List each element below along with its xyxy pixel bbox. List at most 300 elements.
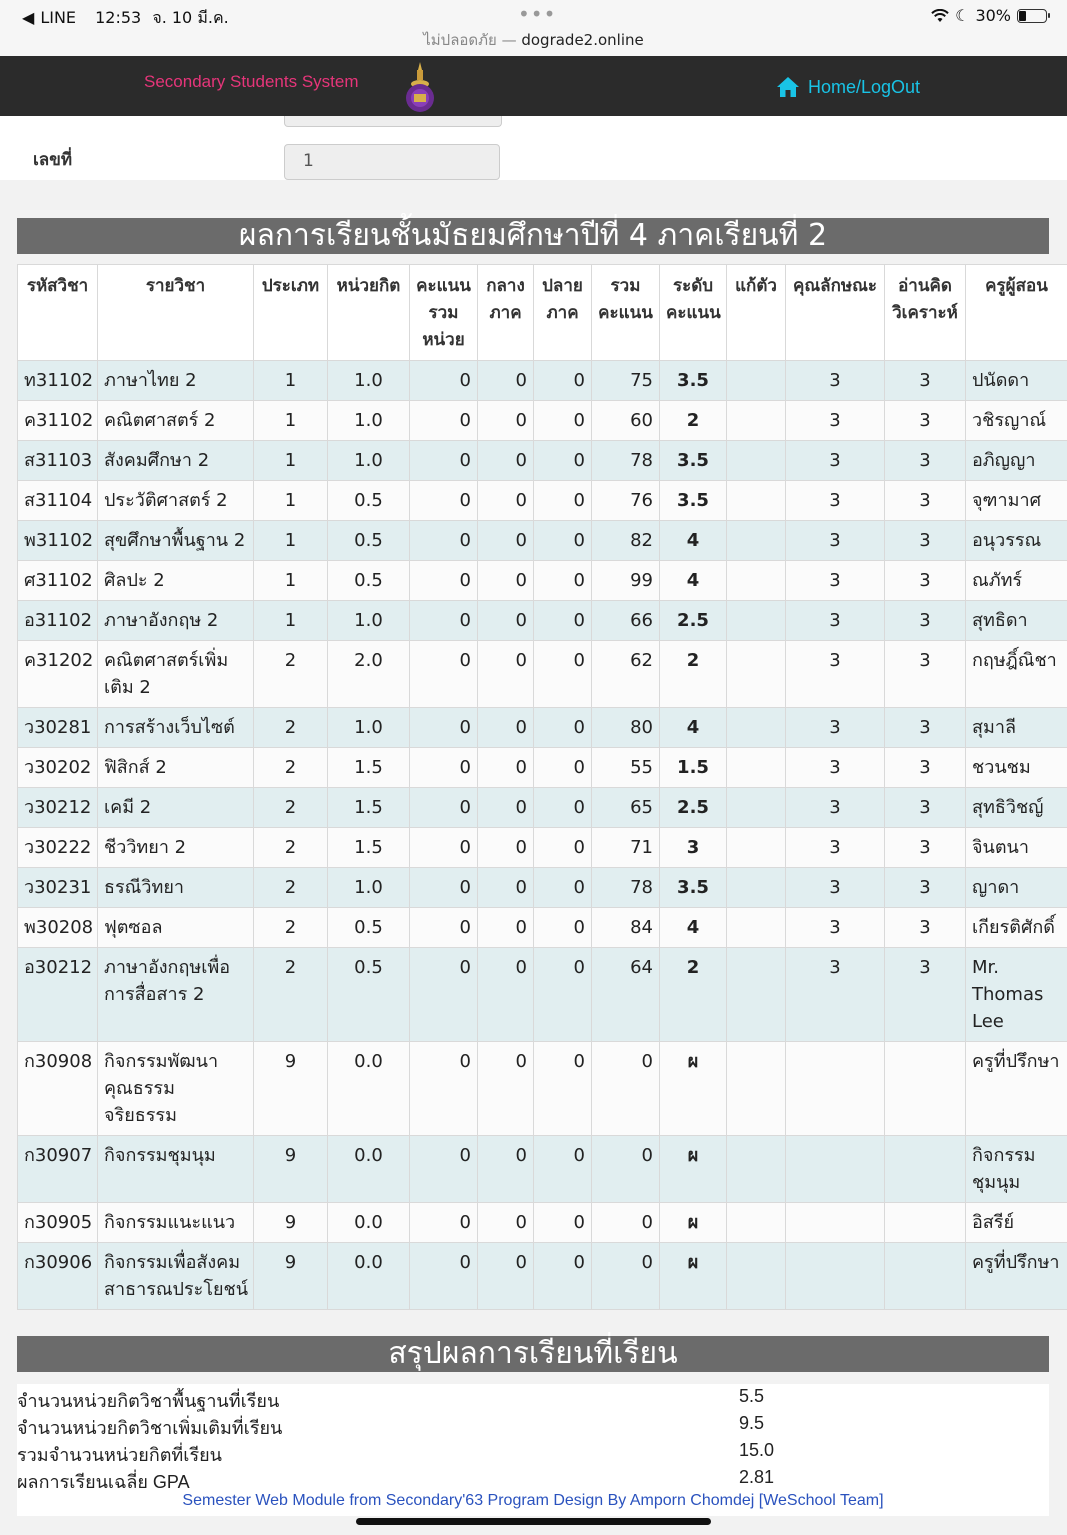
- table-cell: 82: [592, 521, 660, 561]
- table-cell: [727, 521, 786, 561]
- table-cell: ส31103: [18, 441, 98, 481]
- table-cell: อิสรีย์: [966, 1203, 1067, 1243]
- table-cell: 0: [410, 1243, 478, 1310]
- column-header: ระดับ คะแนน: [660, 265, 727, 361]
- table-cell: ภาษาอังกฤษเพื่อการสื่อสาร 2: [98, 948, 254, 1042]
- summary-value: 15.0: [739, 1440, 775, 1460]
- table-cell: [727, 1136, 786, 1203]
- table-cell: 0: [410, 481, 478, 521]
- table-cell: [727, 1042, 786, 1136]
- wifi-icon: [931, 9, 949, 23]
- table-cell: 0.5: [328, 908, 410, 948]
- table-cell: 0: [478, 788, 534, 828]
- table-cell: เคมี 2: [98, 788, 254, 828]
- table-cell: 2: [254, 868, 328, 908]
- table-cell: 3: [885, 521, 966, 561]
- table-cell: 0: [410, 401, 478, 441]
- table-row: [18, 641, 1067, 708]
- table-cell: 3: [786, 481, 885, 521]
- table-cell: 1.5: [328, 788, 410, 828]
- table-cell: 3: [786, 828, 885, 868]
- table-cell: 0: [478, 601, 534, 641]
- table-row: [18, 361, 1067, 401]
- table-cell: 3: [885, 828, 966, 868]
- table-cell: 0: [534, 748, 592, 788]
- table-cell: 0.5: [328, 561, 410, 601]
- table-cell: 3: [786, 361, 885, 401]
- table-cell: [727, 481, 786, 521]
- table-cell: กิจกรรมเพื่อสังคมสาธารณประโยชน์: [98, 1243, 254, 1310]
- table-cell: [727, 361, 786, 401]
- table-cell: 2: [254, 641, 328, 708]
- table-cell: 4: [660, 708, 727, 748]
- table-row: [18, 868, 1067, 908]
- table-cell: 1: [254, 601, 328, 641]
- table-cell: 1.5: [660, 748, 727, 788]
- table-cell: 0: [478, 481, 534, 521]
- table-cell: 0: [478, 521, 534, 561]
- table-cell: 9: [254, 1243, 328, 1310]
- table-cell: 0: [410, 521, 478, 561]
- table-cell: [727, 908, 786, 948]
- table-cell: จินตนา: [966, 828, 1067, 868]
- table-row: [18, 788, 1067, 828]
- table-cell: 4: [660, 521, 727, 561]
- table-cell: 0: [410, 748, 478, 788]
- table-cell: 0: [534, 1203, 592, 1243]
- table-cell: 0.0: [328, 1243, 410, 1310]
- table-cell: 1.0: [328, 601, 410, 641]
- column-header: แก้ตัว: [727, 265, 786, 361]
- table-cell: 9: [254, 1136, 328, 1203]
- table-cell: ก30908: [18, 1042, 98, 1136]
- table-header-row: [18, 265, 1067, 361]
- table-cell: [727, 948, 786, 1042]
- table-cell: 62: [592, 641, 660, 708]
- summary-label: ผลการเรียนเฉลี่ย GPA: [17, 1472, 190, 1492]
- table-cell: ว30212: [18, 788, 98, 828]
- table-cell: 1: [254, 561, 328, 601]
- table-cell: 99: [592, 561, 660, 601]
- table-cell: [727, 708, 786, 748]
- table-cell: ครูที่ปรึกษา: [966, 1243, 1067, 1310]
- table-cell: 0: [534, 708, 592, 748]
- home-indicator[interactable]: [356, 1518, 711, 1525]
- table-cell: 0: [410, 908, 478, 948]
- table-cell: 0: [478, 1136, 534, 1203]
- status-date: จ. 10 มี.ค.: [152, 8, 229, 27]
- table-cell: อ30212: [18, 948, 98, 1042]
- table-cell: 0: [478, 748, 534, 788]
- table-cell: ชวนชม: [966, 748, 1067, 788]
- table-cell: 2: [254, 708, 328, 748]
- table-cell: ก30907: [18, 1136, 98, 1203]
- table-cell: 0: [410, 1203, 478, 1243]
- table-cell: 2: [254, 748, 328, 788]
- table-cell: 3: [786, 788, 885, 828]
- previous-field[interactable]: [284, 116, 502, 127]
- table-cell: สุทธิดา: [966, 601, 1067, 641]
- summary-value: 9.5: [739, 1413, 765, 1433]
- table-cell: 55: [592, 748, 660, 788]
- table-row: [18, 828, 1067, 868]
- home-logout-label: Home/LogOut: [808, 76, 921, 97]
- student-form: [0, 116, 1067, 180]
- table-cell: 3: [786, 708, 885, 748]
- home-icon: [776, 76, 800, 98]
- table-cell: 0.5: [328, 948, 410, 1042]
- table-cell: [885, 1243, 966, 1310]
- table-cell: เกียรติศักดิ์: [966, 908, 1067, 948]
- table-cell: 0.0: [328, 1042, 410, 1136]
- table-cell: 3: [885, 601, 966, 641]
- table-cell: [727, 561, 786, 601]
- table-cell: อภิญญา: [966, 441, 1067, 481]
- table-cell: 0: [410, 641, 478, 708]
- table-cell: [786, 1042, 885, 1136]
- table-cell: 2: [660, 401, 727, 441]
- column-header: รายวิชา: [98, 265, 254, 361]
- status-right: [931, 6, 1047, 25]
- table-cell: ว30202: [18, 748, 98, 788]
- table-row: [18, 748, 1067, 788]
- table-cell: 1.5: [328, 828, 410, 868]
- table-cell: 0: [592, 1243, 660, 1310]
- table-cell: ภาษาไทย 2: [98, 361, 254, 401]
- table-cell: 2: [254, 828, 328, 868]
- table-cell: 9: [254, 1042, 328, 1136]
- table-cell: 65: [592, 788, 660, 828]
- table-cell: 0: [410, 361, 478, 401]
- status-time: 12:53: [95, 8, 142, 27]
- table-cell: 78: [592, 868, 660, 908]
- table-cell: 0.5: [328, 521, 410, 561]
- table-cell: ประวัติศาสตร์ 2: [98, 481, 254, 521]
- column-header: กลาง ภาค: [478, 265, 534, 361]
- footer-credit-link[interactable]: Semester Web Module from Secondary'63 Program Design By Amporn Chomdej [WeSchool Team]: [182, 1492, 884, 1509]
- table-cell: ฟิสิกส์ 2: [98, 748, 254, 788]
- table-cell: 0: [592, 1136, 660, 1203]
- table-cell: [786, 1203, 885, 1243]
- table-cell: อนุวรรณ: [966, 521, 1067, 561]
- table-cell: 0: [534, 828, 592, 868]
- table-cell: 2: [660, 948, 727, 1042]
- table-cell: 2.0: [328, 641, 410, 708]
- table-cell: 0: [534, 1243, 592, 1310]
- table-cell: 0: [478, 361, 534, 401]
- table-cell: 0: [534, 868, 592, 908]
- table-cell: 2: [660, 641, 727, 708]
- table-row: [18, 401, 1067, 441]
- table-cell: 0: [478, 1203, 534, 1243]
- table-cell: 0: [478, 441, 534, 481]
- table-cell: 0: [534, 481, 592, 521]
- table-cell: [786, 1136, 885, 1203]
- insecure-label: ไม่ปลอดภัย —: [423, 31, 522, 49]
- table-cell: กฤษฎิ์ณิชา: [966, 641, 1067, 708]
- table-row: [18, 908, 1067, 948]
- table-cell: 3: [885, 481, 966, 521]
- table-cell: 3: [786, 561, 885, 601]
- table-cell: 1.0: [328, 401, 410, 441]
- back-app-label[interactable]: LINE: [40, 8, 77, 27]
- table-cell: ปนัดดา: [966, 361, 1067, 401]
- table-row: [18, 481, 1067, 521]
- table-cell: 1: [254, 521, 328, 561]
- table-cell: [727, 641, 786, 708]
- table-cell: 0: [478, 561, 534, 601]
- table-row: [18, 948, 1067, 1042]
- table-cell: 3: [885, 948, 966, 1042]
- table-cell: 3: [885, 641, 966, 708]
- table-cell: 3: [786, 601, 885, 641]
- status-bar: [0, 0, 1067, 56]
- table-cell: ศิลปะ 2: [98, 561, 254, 601]
- table-cell: 1.0: [328, 868, 410, 908]
- table-cell: 3: [885, 401, 966, 441]
- table-cell: 0: [534, 948, 592, 1042]
- table-cell: 0: [410, 868, 478, 908]
- table-cell: สังคมศึกษา 2: [98, 441, 254, 481]
- table-cell: 0: [478, 868, 534, 908]
- table-cell: 3: [660, 828, 727, 868]
- table-cell: 1.0: [328, 708, 410, 748]
- number-field[interactable]: 1: [284, 144, 500, 180]
- column-header: ประเภท: [254, 265, 328, 361]
- table-cell: 3: [885, 908, 966, 948]
- table-cell: 0: [410, 788, 478, 828]
- table-cell: 3: [786, 948, 885, 1042]
- table-cell: 64: [592, 948, 660, 1042]
- table-cell: 0: [478, 908, 534, 948]
- table-cell: 0: [478, 948, 534, 1042]
- table-cell: 0: [410, 561, 478, 601]
- summary-value: 2.81: [739, 1467, 775, 1487]
- table-cell: 4: [660, 561, 727, 601]
- table-cell: ก30906: [18, 1243, 98, 1310]
- table-cell: ผ: [660, 1203, 727, 1243]
- column-header: คุณลักษณะ: [786, 265, 885, 361]
- summary-label: จำนวนหน่วยกิตวิชาพื้นฐานที่เรียน: [17, 1391, 280, 1411]
- table-cell: กิจกรรมชุมนุม: [98, 1136, 254, 1203]
- table-cell: ญาดา: [966, 868, 1067, 908]
- column-header: คะแนน รวม หน่วย: [410, 265, 478, 361]
- table-cell: [885, 1042, 966, 1136]
- table-cell: ผ: [660, 1136, 727, 1203]
- table-cell: 2: [254, 788, 328, 828]
- table-cell: 0: [534, 401, 592, 441]
- table-cell: ธรณีวิทยา: [98, 868, 254, 908]
- table-cell: 0: [478, 828, 534, 868]
- table-cell: 0: [478, 1243, 534, 1310]
- table-cell: 3: [786, 908, 885, 948]
- url-text: dograde2.online: [521, 31, 644, 49]
- results-heading: ผลการเรียนชั้นมัธยมศึกษาปีที่ 4 ภาคเรียนที่ 2: [17, 218, 1049, 254]
- summary-panel: [17, 1384, 1049, 1516]
- table-cell: 3.5: [660, 441, 727, 481]
- table-cell: [727, 441, 786, 481]
- table-cell: 1: [254, 361, 328, 401]
- menu-dots-icon[interactable]: •••: [518, 2, 557, 26]
- address-bar[interactable]: [0, 28, 1067, 52]
- grade-table: [17, 264, 1067, 1310]
- table-cell: 0: [534, 441, 592, 481]
- table-row: [18, 441, 1067, 481]
- table-cell: ว30231: [18, 868, 98, 908]
- table-cell: 0: [410, 1042, 478, 1136]
- table-cell: การสร้างเว็บไซต์: [98, 708, 254, 748]
- table-cell: ชีววิทยา 2: [98, 828, 254, 868]
- brand-link[interactable]: Secondary Students System: [144, 72, 359, 91]
- home-logout-link[interactable]: [776, 76, 920, 98]
- table-cell: 0: [410, 1136, 478, 1203]
- table-cell: ท31102: [18, 361, 98, 401]
- table-cell: 1: [254, 401, 328, 441]
- moon-icon: ☾: [955, 6, 970, 25]
- table-cell: ส31104: [18, 481, 98, 521]
- table-cell: 0: [534, 1136, 592, 1203]
- table-cell: 3: [786, 521, 885, 561]
- table-cell: 3: [786, 401, 885, 441]
- table-cell: 0: [410, 828, 478, 868]
- table-cell: 0.0: [328, 1136, 410, 1203]
- table-cell: Mr. Thomas Lee: [966, 948, 1067, 1042]
- table-cell: 1.0: [328, 361, 410, 401]
- table-cell: [727, 601, 786, 641]
- table-cell: 3: [885, 788, 966, 828]
- table-cell: ครูที่ปรึกษา: [966, 1042, 1067, 1136]
- table-cell: ฟุตซอล: [98, 908, 254, 948]
- table-cell: [727, 1203, 786, 1243]
- table-cell: 2.5: [660, 601, 727, 641]
- table-cell: ศ31102: [18, 561, 98, 601]
- table-cell: [727, 828, 786, 868]
- table-cell: จุฑามาศ: [966, 481, 1067, 521]
- table-cell: 76: [592, 481, 660, 521]
- table-cell: 0: [478, 1042, 534, 1136]
- column-header: ครูผู้สอน: [966, 265, 1067, 361]
- table-cell: ภาษาอังกฤษ 2: [98, 601, 254, 641]
- table-row: [18, 1136, 1067, 1203]
- table-row: [18, 561, 1067, 601]
- column-header: อ่านคิด วิเคราะห์: [885, 265, 966, 361]
- table-cell: 3: [885, 561, 966, 601]
- table-cell: [727, 868, 786, 908]
- table-row: [18, 1243, 1067, 1310]
- table-cell: คณิตศาสตร์เพิ่มเติม 2: [98, 641, 254, 708]
- table-cell: วชิรญาณ์: [966, 401, 1067, 441]
- table-cell: 0: [534, 788, 592, 828]
- table-cell: 80: [592, 708, 660, 748]
- table-cell: 0.0: [328, 1203, 410, 1243]
- table-cell: 0: [534, 641, 592, 708]
- table-cell: [727, 401, 786, 441]
- table-cell: พ30208: [18, 908, 98, 948]
- table-cell: 0.5: [328, 481, 410, 521]
- table-cell: 1.0: [328, 441, 410, 481]
- table-cell: 3: [885, 361, 966, 401]
- table-cell: 71: [592, 828, 660, 868]
- table-row: [18, 521, 1067, 561]
- table-cell: ผ: [660, 1243, 727, 1310]
- table-cell: 75: [592, 361, 660, 401]
- table-cell: กิจกรรมแนะแนว: [98, 1203, 254, 1243]
- table-cell: 3: [885, 748, 966, 788]
- table-cell: [885, 1136, 966, 1203]
- table-cell: ว30281: [18, 708, 98, 748]
- back-arrow-icon[interactable]: ◀: [22, 8, 35, 27]
- table-cell: 2: [254, 908, 328, 948]
- navbar: [0, 56, 1067, 116]
- table-cell: 1.5: [328, 748, 410, 788]
- table-cell: 3: [885, 868, 966, 908]
- summary-label: รวมจำนวนหน่วยกิตที่เรียน: [17, 1445, 222, 1465]
- table-cell: 0: [534, 361, 592, 401]
- table-cell: 66: [592, 601, 660, 641]
- school-logo-icon: [400, 60, 440, 114]
- battery-icon: [1017, 9, 1047, 23]
- table-cell: ค31102: [18, 401, 98, 441]
- summary-heading: สรุปผลการเรียนที่เรียน: [17, 1336, 1049, 1372]
- table-cell: 0: [478, 401, 534, 441]
- table-cell: 0: [410, 601, 478, 641]
- column-header: รวม คะแนน: [592, 265, 660, 361]
- table-cell: 3: [885, 708, 966, 748]
- table-cell: ก30905: [18, 1203, 98, 1243]
- column-header: ปลาย ภาค: [534, 265, 592, 361]
- table-cell: 0: [592, 1203, 660, 1243]
- table-cell: [727, 748, 786, 788]
- table-cell: [727, 1243, 786, 1310]
- table-cell: 3: [885, 441, 966, 481]
- table-cell: 3: [786, 868, 885, 908]
- table-row: [18, 1042, 1067, 1136]
- table-cell: 0: [534, 908, 592, 948]
- number-label: เลขที่: [33, 150, 73, 170]
- table-cell: 9: [254, 1203, 328, 1243]
- table-row: [18, 708, 1067, 748]
- table-cell: ณภัทร์: [966, 561, 1067, 601]
- table-row: [18, 1203, 1067, 1243]
- table-cell: ผ: [660, 1042, 727, 1136]
- table-cell: 0: [592, 1042, 660, 1136]
- table-cell: 0: [410, 708, 478, 748]
- table-cell: 3.5: [660, 361, 727, 401]
- summary-label: จำนวนหน่วยกิตวิชาเพิ่มเติมที่เรียน: [17, 1418, 283, 1438]
- table-cell: 0: [534, 561, 592, 601]
- table-cell: กิจกรรมชุมนุม: [966, 1136, 1067, 1203]
- table-cell: 2: [254, 948, 328, 1042]
- column-header: หน่วยกิต: [328, 265, 410, 361]
- table-cell: พ31102: [18, 521, 98, 561]
- column-header: รหัสวิชา: [18, 265, 98, 361]
- table-cell: 60: [592, 401, 660, 441]
- table-cell: 1: [254, 441, 328, 481]
- summary-value: 5.5: [739, 1386, 765, 1406]
- table-cell: 1: [254, 481, 328, 521]
- battery-percent: 30%: [975, 6, 1011, 25]
- table-cell: 0: [478, 641, 534, 708]
- table-cell: 0: [478, 708, 534, 748]
- table-cell: 84: [592, 908, 660, 948]
- table-cell: 3: [786, 641, 885, 708]
- table-cell: สุทธิวิชญ์: [966, 788, 1067, 828]
- table-cell: [885, 1203, 966, 1243]
- table-cell: สุมาลี: [966, 708, 1067, 748]
- table-cell: คณิตศาสตร์ 2: [98, 401, 254, 441]
- table-cell: ค31202: [18, 641, 98, 708]
- table-cell: 78: [592, 441, 660, 481]
